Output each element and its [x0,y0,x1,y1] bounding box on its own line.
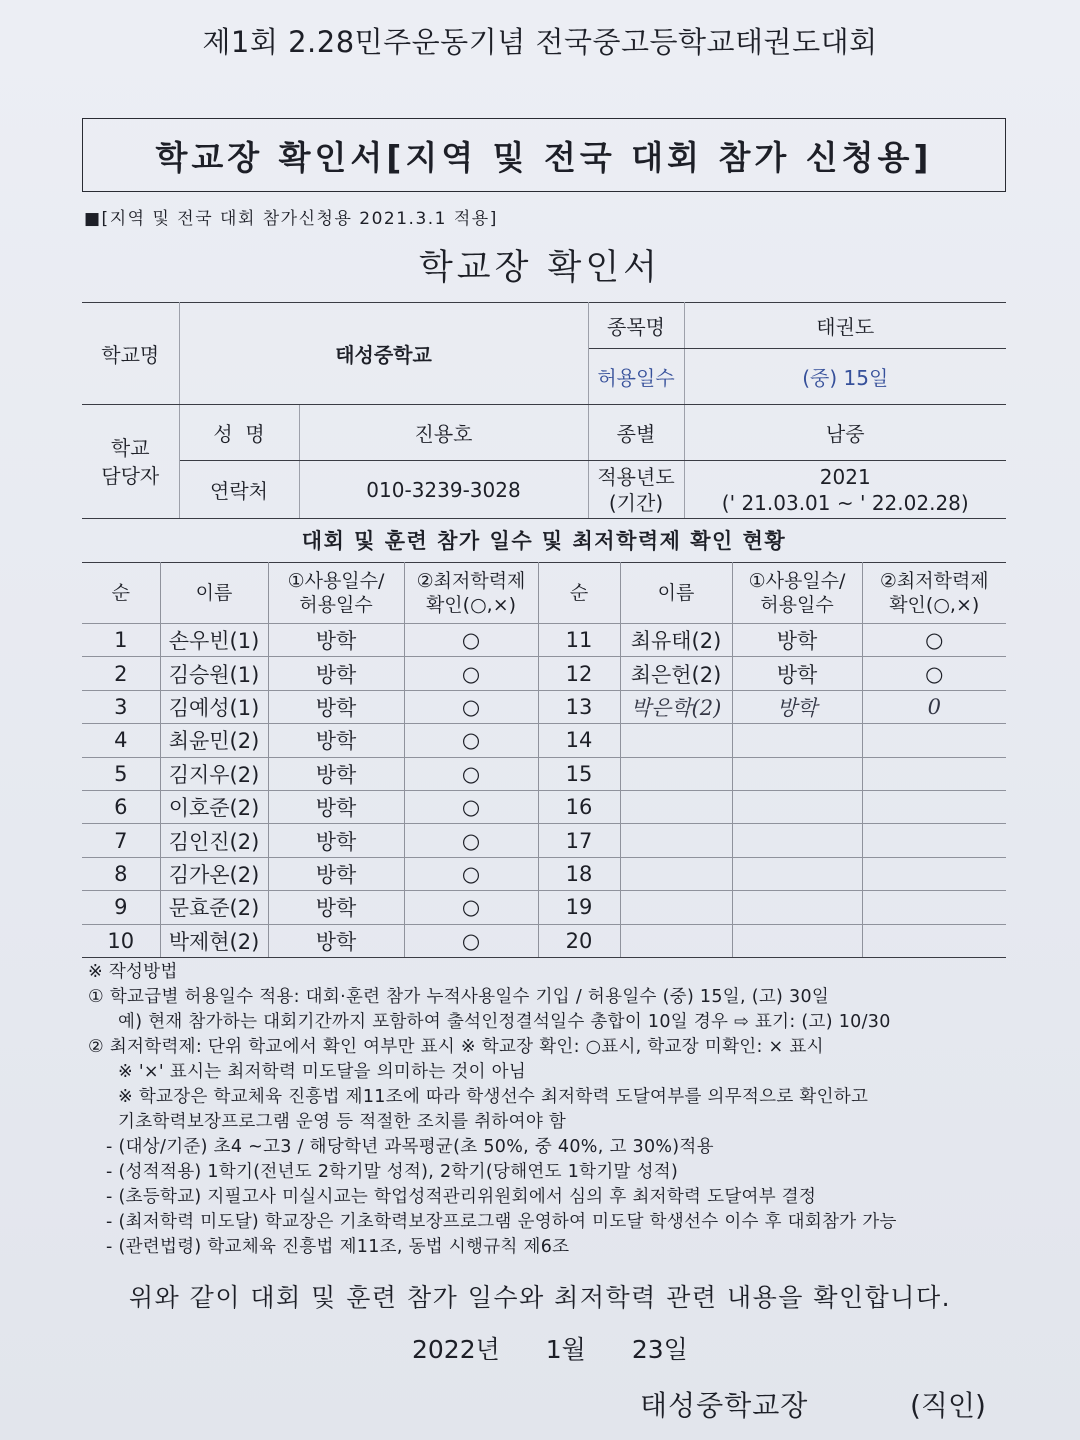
check-mark: ○ [862,657,1006,690]
instruction-line: 예) 현재 참가하는 대회기간까지 포함하여 출석인정결석일수 총합이 10일 경우 ⇨ 표기: (고) 10/30 [118,1012,891,1032]
check-mark: ○ [404,924,538,957]
category-value: 남중 [684,405,1006,461]
row-no: 19 [538,891,620,924]
days-used: 방학 [268,824,404,857]
table-row [82,690,1006,723]
instruction-line: ※ 학교장은 학교체육 진흥법 제11조에 따라 학생선수 최저학력 도달여부를 의무적으로 확인하고 [118,1087,869,1107]
student-name [620,924,732,957]
manager-label: 학교 담당자 [82,405,179,519]
table-row [82,790,1006,823]
student-name: 이호준(2) [160,790,268,823]
roster-title: 대회 및 훈련 참가 일수 및 최저학력제 확인 현황 [301,529,787,553]
student-name: 김승원(1) [160,657,268,690]
row-no: 20 [538,924,620,957]
student-name: 손우빈(1) [160,624,268,657]
check-mark: ○ [404,690,538,723]
table-row [82,657,1006,690]
student-name [620,857,732,890]
document-title: 학교장 확인서 [419,248,661,288]
header-days-left: ①사용일수/ 허용일수 [268,563,404,624]
signing-date [412,1330,688,1366]
days-used: 방학 [268,790,404,823]
manager-name: 진용호 [299,405,588,461]
instruction-line: ※ '×' 표시는 최저학력 미도달을 의미하는 것이 아님 [118,1062,527,1082]
row-no: 16 [538,790,620,823]
student-name: 문효준(2) [160,891,268,924]
instruction-line: ② 최저학력제: 단위 학교에서 확인 여부만 표시 ※ 학교장 확인: ○표시, 학교장 미확인: × 표시 [88,1037,824,1057]
school-name-label: 학교명 [82,303,179,405]
days-used: 방학 [268,924,404,957]
date-year: 2022년 [412,1335,500,1364]
student-name: 김인진(2) [160,824,268,857]
row-no: 5 [82,757,160,790]
row-no: 4 [82,724,160,757]
header-no-right: 순 [538,563,620,624]
year-label: 적용년도 (기간) [588,461,684,519]
student-name [620,790,732,823]
school-name: 태성중학교 [179,303,588,405]
row-no: 11 [538,624,620,657]
period-value: (' 21.03.01 ~ ' 22.02.28) [721,490,969,515]
row-no: 1 [82,624,160,657]
row-no: 14 [538,724,620,757]
days-used [732,724,862,757]
manager-name-label: 성 명 [179,405,299,461]
student-name: 최유태(2) [620,624,732,657]
check-mark: ○ [404,657,538,690]
roster-table [82,562,1006,958]
instruction-line: - (최저학력 미도달) 학교장은 기초학력보장프로그램 운영하여 미도달 학생선수 이수 후 대회참가 가능 [106,1212,897,1232]
check-mark: ○ [862,624,1006,657]
row-no: 17 [538,824,620,857]
check-mark [862,891,1006,924]
form-title-box [82,118,1006,192]
check-mark: ○ [404,891,538,924]
year-value: 2021 [819,464,871,489]
instruction-line: - (성적적용) 1학기(전년도 2학기말 성적), 2학기(당해연도 1학기말 성적) [106,1162,679,1182]
table-row [82,624,1006,657]
instruction-line: ① 학교급별 허용일수 적용: 대회·훈련 참가 누적사용일수 기입 / 허용일수 (중) 15일, (고) 30일 [88,987,830,1007]
confirmation-statement: 위와 같이 대회 및 훈련 참가 일수와 최저학력 관련 내용을 확인합니다. [128,1283,952,1312]
check-mark [862,824,1006,857]
check-mark: ○ [404,857,538,890]
header-no-left: 순 [82,563,160,624]
days-used [732,824,862,857]
days-used: 방학 [268,657,404,690]
form-version-note: ■[지역 및 전국 대회 참가신청용 2021.3.1 적용] [84,209,498,229]
check-mark-handwritten: 0 [862,690,1006,723]
allowed-days-label: 허용일수 [588,349,684,405]
student-name [620,724,732,757]
principal-title: 태성중학교장 [640,1389,809,1422]
school-info-table [82,302,1006,519]
check-mark: ○ [404,624,538,657]
row-no: 9 [82,891,160,924]
table-row [82,757,1006,790]
days-used: 방학 [268,624,404,657]
days-used: 방학 [268,724,404,757]
days-used-handwritten: 방학 [732,690,862,723]
table-row [82,857,1006,890]
header-check-left: ②최저학력제 확인(○,×) [404,563,538,624]
days-used [732,790,862,823]
row-no: 13 [538,690,620,723]
table-row [82,891,1006,924]
row-no: 15 [538,757,620,790]
header-name-left: 이름 [160,563,268,624]
date-day: 23일 [631,1335,688,1364]
row-no: 3 [82,690,160,723]
check-mark: ○ [404,824,538,857]
form-title: 학교장 확인서[지역 및 전국 대회 참가 신청용] [155,137,933,177]
header-check-right: ②최저학력제 확인(○,×) [862,563,1006,624]
student-name: 김가온(2) [160,857,268,890]
days-used: 방학 [268,891,404,924]
row-no: 8 [82,857,160,890]
days-used [732,924,862,957]
table-row [82,824,1006,857]
check-mark [862,790,1006,823]
category-label: 종별 [588,405,684,461]
row-no: 18 [538,857,620,890]
student-name: 최윤민(2) [160,724,268,757]
check-mark: ○ [404,757,538,790]
table-row [82,724,1006,757]
instruction-line: 기초학력보장프로그램 운영 등 적절한 조치를 취하여야 함 [118,1112,567,1132]
days-used: 방학 [732,624,862,657]
days-used: 방학 [268,757,404,790]
official-seal: (직인) [910,1389,986,1422]
allowed-days-value: (중) 15일 [684,349,1006,405]
check-mark: ○ [404,790,538,823]
row-no: 6 [82,790,160,823]
table-row [82,924,1006,957]
instructions [88,960,1008,1260]
check-mark [862,924,1006,957]
header-days-right: ①사용일수/ 허용일수 [732,563,862,624]
student-name: 최은헌(2) [620,657,732,690]
event-title: 제1회 2.28민주운동기념 전국중고등학교태권도대회 [202,25,878,59]
student-name: 김예성(1) [160,690,268,723]
row-no: 7 [82,824,160,857]
days-used [732,891,862,924]
days-used: 방학 [268,690,404,723]
student-name [620,891,732,924]
instruction-line: - (초등학교) 지필고사 미실시교는 학업성적관리위원회에서 심의 후 최저학력 도달여부 결정 [106,1187,817,1207]
student-name [620,757,732,790]
row-no: 2 [82,657,160,690]
days-used [732,757,862,790]
contact-value: 010-3239-3028 [299,461,588,519]
student-name-handwritten: 박은학(2) [620,690,732,723]
row-no: 10 [82,924,160,957]
check-mark [862,757,1006,790]
days-used: 방학 [732,657,862,690]
days-used [732,857,862,890]
check-mark: ○ [404,724,538,757]
student-name: 박제현(2) [160,924,268,957]
year-cell [684,461,1006,519]
instruction-line: - (관련법령) 학교체육 진흥법 제11조, 동법 시행규칙 제6조 [106,1237,570,1257]
check-mark [862,724,1006,757]
instructions-heading: ※ 작성방법 [88,962,178,982]
row-no: 12 [538,657,620,690]
contact-label: 연락처 [179,461,299,519]
header-name-right: 이름 [620,563,732,624]
date-month: 1월 [545,1335,586,1364]
sport-label: 종목명 [588,303,684,349]
instruction-line: - (대상/기준) 초4 ~고3 / 해당학년 과목평균(초 50%, 중 40%, 고 30%)적용 [106,1137,714,1157]
days-used: 방학 [268,857,404,890]
student-name [620,824,732,857]
check-mark [862,857,1006,890]
sport-value: 태권도 [684,303,1006,349]
student-name: 김지우(2) [160,757,268,790]
